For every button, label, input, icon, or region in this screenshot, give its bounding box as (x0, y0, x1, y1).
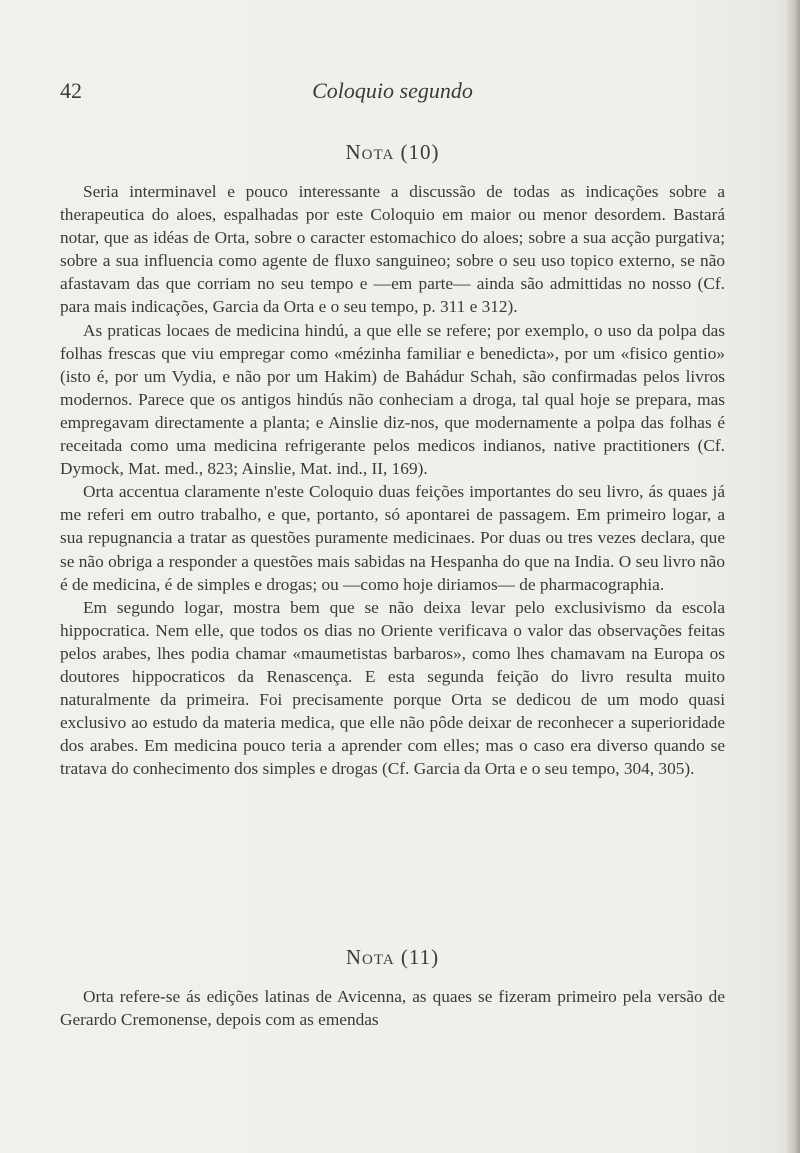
note-10-body (60, 180, 725, 780)
note-11-body (60, 985, 725, 1031)
page-edge-shadow (786, 0, 800, 1153)
note-11-paragraph-1: Orta refere-se ás edições latinas de Avicenna, as quaes se fizeram primeiro pela versão de Gerardo Cremonense, depois com as emendas (60, 987, 725, 1030)
note-10-heading: Nota (10) (345, 140, 440, 164)
note-10-paragraph-2: As praticas locaes de medicina hindú, a que elle se refere; por exemplo, o uso da polpa das folhas frescas que viu empregar como «mézinha familiar e benedicta», por um «fisico gentio» (isto é, por um Vydia, e não por um Hakim) de Bahádur Schah, são confirmadas pelos livros modernos. Parece que os antigos hindús não conheciam a droga, tal qual hoje se prepara, mas empregavam directamente a planta; e Ainslie diz-nos, que modernamente a polpa das folhas é receitada como uma medicina refrigerante pelos medicos indianos, native practitioners (Cf. Dymock, Mat. med., 823; Ainslie, Mat. ind., II, 169). (60, 320, 725, 479)
note-11-heading: Nota (11) (345, 945, 440, 969)
note-10-paragraph-1: Seria interminavel e pouco interessante a discussão de todas as indicações sobre a therapeutica do aloes, espalhadas por este Coloquio em maior ou menor desordem. Bastará notar, que as idéas de Orta, sobre o caracter estomachico do aloes; sobre a sua acção purgativa; sobre a sua influencia como agente de fluxo sanguineo; sobre o seu uso topico externo, se não afastavam das que corriam no seu tempo e —em parte— ainda são admittidas no nosso (Cf. para mais indicações, Garcia da Orta e o seu tempo, p. 311 e 312). (60, 182, 725, 317)
running-title: Coloquio segundo (312, 78, 473, 103)
page-number: 42 (60, 78, 82, 103)
note-10-paragraph-4: Em segundo logar, mostra bem que se não deixa levar pelo exclusivismo da escola hippocratica. Nem elle, que todos os dias no Oriente verificava o valor das observações feitas pelos arabes, lhes podia chamar «maumetistas barbaros», como lhes chamavam na Europa os doutores hippocraticos da Renascença. E esta segunda feição do livro resulta muito naturalmente da primeira. Foi precisamente porque Orta se dedicou de um modo quasi exclusivo ao estudo da materia medica, que elle não pôde deixar de reconhecer a superioridade dos arabes. Em medicina pouco teria a aprender com elles; mas o caso era diverso quando se tratava do conhecimento dos simples e drogas (Cf. Garcia da Orta e o seu tempo, 304, 305). (60, 597, 725, 779)
running-head (60, 78, 725, 108)
note-10-paragraph-3: Orta accentua claramente n'este Coloquio duas feições importantes do seu livro, ás quaes já me referi em outro trabalho, e que, portanto, só apontarei de passagem. Em primeiro logar, a sua repugnancia a tratar as questões puramente medicinaes. Por duas ou tres vezes declara, que se não obriga a responder a questões mais sabidas na Hespanha do que na India. O seu livro não é de medicina, é de simples e drogas; ou —como hoje diriamos— de pharmacographia. (60, 482, 725, 594)
